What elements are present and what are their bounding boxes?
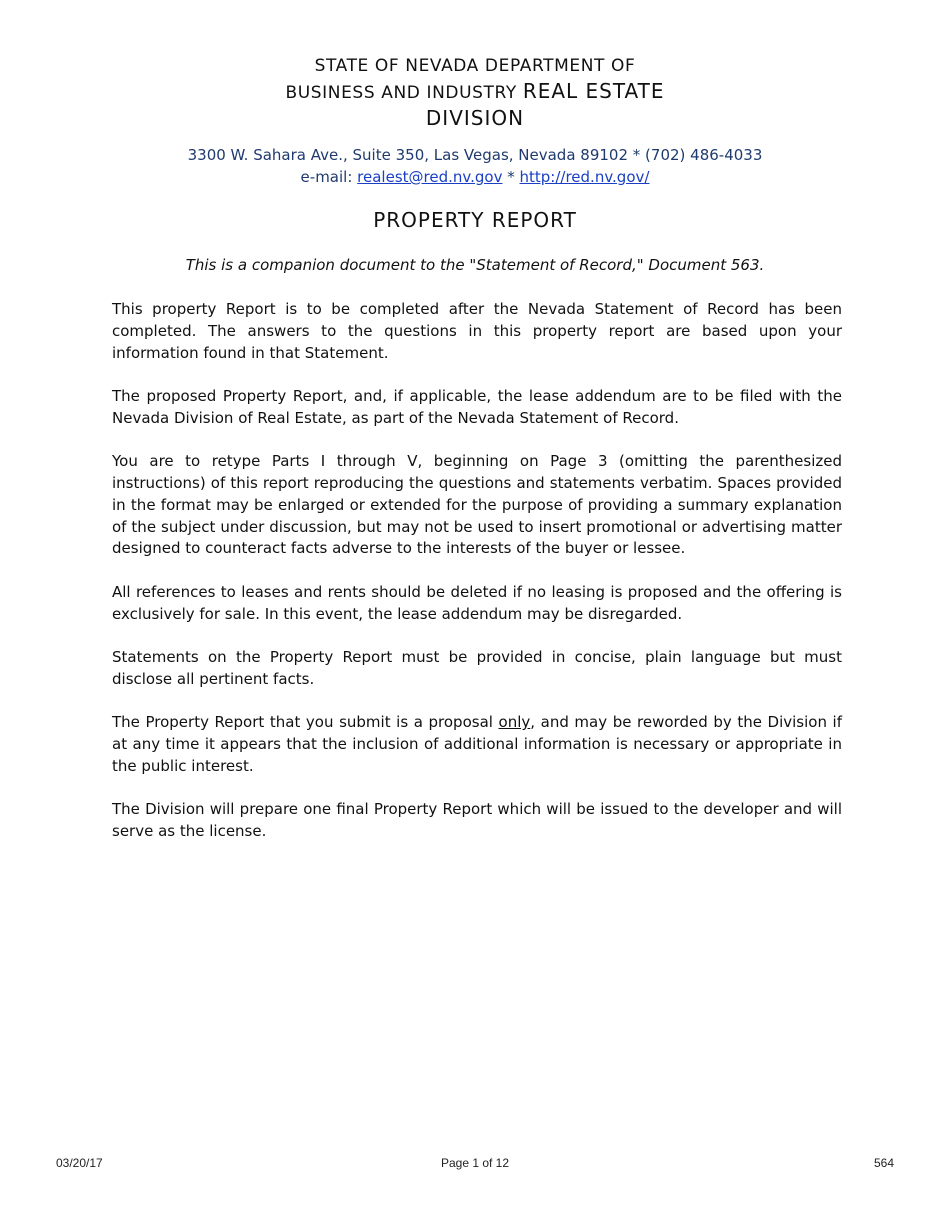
contact-block — [0, 144, 950, 188]
footer-form-number: 564 — [873, 1156, 894, 1170]
email-web-line — [0, 166, 950, 188]
agency-name-line1: STATE OF NEVADA DEPARTMENT OF — [314, 56, 636, 76]
paragraph-6-end: , and may be reworded by the Division if at any time it appears that the inclusion of additional information is necessary or appropriate in the public interest. — [112, 713, 842, 775]
body-text — [112, 299, 842, 864]
agency-name-line2-part2: REAL ESTATE — [522, 79, 665, 103]
paragraph-7: The Division will prepare one final Property Report which will be issued to the developer and will serve as the license. — [112, 800, 842, 840]
paragraph-6-emphasis: only — [498, 713, 531, 732]
paragraph-1: This property Report is to be completed after the Nevada Statement of Record has been completed. The answers to the questions in this property report are based upon your information found in that Statement. — [112, 300, 842, 362]
agency-name-line2-part1: BUSINESS AND INDUSTRY — [285, 83, 517, 103]
paragraph-3: You are to retype Parts I through V, beginning on Page 3 (omitting the parenthesized instructions) of this report reproducing the questions and statements verbatim. Spaces provided in the format may be enlarged or extended for the purpose of providing a summary explanation of the subject under discussion, but may not be used to insert promotional or advertising matter designed to counteract facts adverse to the interests of the buyer or lessee. — [112, 452, 842, 558]
website-link[interactable]: http://red.nv.gov/ — [519, 168, 650, 186]
paragraph-5: Statements on the Property Report must be provided in concise, plain language but must disclose all pertinent facts. — [112, 647, 842, 688]
contact-separator: * — [507, 168, 515, 186]
paragraph-4: All references to leases and rents should be deleted if no leasing is proposed and the offering is exclusively for sale. In this event, the lease addendum may be disregarded. — [112, 582, 842, 623]
email-link[interactable]: realest@red.nv.gov — [357, 168, 503, 186]
document-subtitle: This is a companion document to the "Statement of Record," Document 563. — [185, 256, 765, 274]
footer-date: 03/20/17 — [56, 1156, 103, 1170]
paragraph-2: The proposed Property Report, and, if applicable, the lease addendum are to be filed with the Nevada Division of Real Estate, as part of the Nevada Statement of Record. — [112, 386, 842, 427]
footer-page-number: Page 1 of 12 — [440, 1156, 510, 1170]
paragraph-6-start: The Property Report that you submit is a proposal — [112, 713, 499, 732]
agency-name-line2 — [0, 79, 950, 106]
address-line: 3300 W. Sahara Ave., Suite 350, Las Vegas, Nevada 89102 * (702) 486-4033 — [187, 146, 763, 164]
agency-header — [0, 54, 950, 130]
agency-name-line3: DIVISION — [425, 106, 525, 130]
document-title: PROPERTY REPORT — [373, 208, 577, 232]
email-label: e-mail: — [300, 168, 353, 186]
paragraph-6 — [112, 712, 842, 777]
